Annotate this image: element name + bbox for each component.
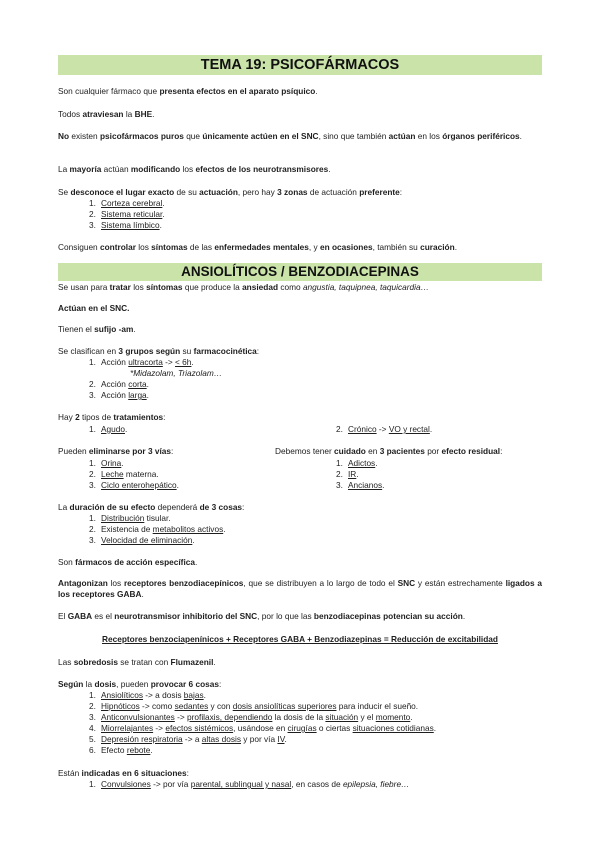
text-run-underline: momento <box>375 712 411 722</box>
text-run: . <box>410 712 413 722</box>
text-run-bold: 3 zonas <box>277 187 308 197</box>
list-number: 3. <box>89 535 96 545</box>
text-run: es el <box>92 611 115 621</box>
text-run: -> <box>153 723 166 733</box>
list-item <box>89 779 409 789</box>
text-run-bold: psicofármacos puros <box>99 131 184 141</box>
text-run-italic: angustia, taquipnea, taquicardia… <box>302 282 429 292</box>
text-run-bold: Actúan en el SNC. <box>58 303 130 313</box>
text-run-underline: situación <box>325 712 359 722</box>
text-run: : <box>399 187 403 197</box>
text-run: Existencia de <box>101 524 153 534</box>
text-run: . <box>328 164 331 174</box>
indicadas-paragraph <box>58 768 189 778</box>
text-run: , que se distribuyen a lo largo de todo el <box>243 578 398 588</box>
text-run-bold: modificando <box>130 164 181 174</box>
text-run-bold: únicamente actúen en el SNC <box>202 131 319 141</box>
list-number: 1. <box>89 198 96 208</box>
list-number: 2. <box>336 424 343 434</box>
list-item <box>89 745 153 755</box>
text-run-bold: enfermedades mentales <box>214 242 309 252</box>
text-run: . <box>125 424 128 434</box>
text-run-bold: SNC <box>397 578 416 588</box>
text-run: . <box>159 220 162 230</box>
text-run-bold: efecto residual <box>441 446 501 456</box>
text-run-bold: 3 grupos según <box>118 346 181 356</box>
text-run-underline: Sistema límbico <box>101 220 160 230</box>
text-run-bold: GABA <box>67 611 93 621</box>
text-run-underline: parental, sublingual y nasal <box>190 779 292 789</box>
text-run: Acción <box>101 379 129 389</box>
list-item <box>89 390 149 400</box>
text-run-underline: Corteza cerebral <box>101 198 163 208</box>
text-run-underline: efectos sistémicos <box>165 723 234 733</box>
text-run: La <box>58 164 70 174</box>
text-run: como <box>278 282 303 292</box>
list-item <box>89 701 418 711</box>
text-run-underline: IR <box>348 469 357 479</box>
antagonizan-paragraph <box>58 578 542 599</box>
text-run: Son cualquier fármaco que <box>58 86 160 96</box>
text-run: . <box>519 131 522 141</box>
text-run-bold: sobredosis <box>73 657 118 667</box>
text-run-underline: profilaxis, dependiendo <box>187 712 273 722</box>
tratamientos-paragraph <box>58 412 165 422</box>
text-run-bold: tratamientos <box>113 412 164 422</box>
text-run: : <box>256 346 260 356</box>
text-run: actúan <box>101 164 131 174</box>
text-run-bold: actúan <box>388 131 416 141</box>
list-number: 2. <box>89 701 96 711</box>
text-run: , también su <box>372 242 421 252</box>
list-number: 3. <box>89 390 96 400</box>
list-item <box>89 469 159 479</box>
text-run: Debemos tener <box>275 446 335 456</box>
text-run: y con <box>208 701 233 711</box>
text-run-underline: Agudo <box>101 424 125 434</box>
text-run-underline: VO y rectal <box>388 424 430 434</box>
text-run: : <box>500 446 503 456</box>
text-run-underline: altas dosis <box>201 734 241 744</box>
text-run-underline: Ansiolíticos <box>101 690 143 700</box>
text-run-bold: neurotransmisor inhibitorio del SNC <box>114 611 258 621</box>
text-run-bold: en ocasiones <box>320 242 373 252</box>
text-run: Consiguen <box>58 242 100 252</box>
text-run: . <box>375 458 378 468</box>
list-item <box>89 535 195 545</box>
text-run-underline: Convulsiones <box>101 779 151 789</box>
text-run: . <box>356 469 359 479</box>
text-run: la <box>123 109 135 119</box>
text-run: . <box>315 86 318 96</box>
text-run: Se <box>58 187 71 197</box>
text-run: , y <box>308 242 320 252</box>
text-run-bold: curación <box>420 242 455 252</box>
text-run-bold: receptores benzodiacepínicos <box>123 578 244 588</box>
text-run: de su <box>174 187 200 197</box>
text-run: en <box>365 446 380 456</box>
list-number: 4. <box>89 723 96 733</box>
especifica-paragraph <box>58 557 197 567</box>
text-run: y por vía <box>240 734 278 744</box>
text-run-bold: cuidado <box>334 446 366 456</box>
list-number: 1. <box>336 458 343 468</box>
text-run-underline: sedantes <box>174 701 209 711</box>
text-run: : <box>242 502 245 512</box>
text-run: , sino que también <box>318 131 389 141</box>
text-run: . <box>462 611 466 621</box>
text-run: . <box>162 209 165 219</box>
text-run-bold: Según <box>58 679 84 689</box>
text-run: , en casos de <box>291 779 343 789</box>
text-run: por <box>424 446 442 456</box>
text-run: para inducir el sueño. <box>336 701 419 711</box>
text-run: y están estrechamente <box>415 578 506 588</box>
text-run: : <box>163 412 166 422</box>
text-run-bold: ansiedad <box>242 282 279 292</box>
text-run-italic: *Midazolam, Triazolam… <box>130 368 223 378</box>
text-run: Están <box>58 768 82 778</box>
text-run-bold: desconoce el lugar exacto <box>70 187 175 197</box>
text-run-bold: controlar <box>99 242 136 252</box>
text-run-bold: Antagonizan <box>58 578 108 588</box>
text-run-underline: < 6h <box>175 357 192 367</box>
list-item <box>336 458 378 468</box>
list-item <box>89 524 226 534</box>
text-run: . <box>284 734 287 744</box>
text-run: dependerá <box>155 502 200 512</box>
sobredosis-paragraph <box>58 657 216 667</box>
text-run: El <box>58 611 68 621</box>
list-number: 3. <box>336 480 343 490</box>
text-run: materna. <box>123 469 159 479</box>
text-run: . <box>192 535 195 545</box>
text-run: . <box>121 458 124 468</box>
text-run-bold: síntomas <box>146 282 183 292</box>
text-run: . <box>176 480 179 490</box>
text-run: Acción <box>101 357 129 367</box>
text-run: . <box>433 723 437 733</box>
list-item <box>89 723 436 733</box>
list-number: 6. <box>89 745 96 755</box>
list-number: 2. <box>336 469 343 479</box>
text-run-bold: indicadas en 6 situaciones <box>81 768 187 778</box>
list-item <box>89 513 171 523</box>
text-run-bold: mayoría <box>69 164 102 174</box>
list-number: 1. <box>89 424 96 434</box>
text-run: -> a dosis <box>142 690 184 700</box>
text-run-underline: metabolitos activos <box>152 524 224 534</box>
list-number: 3. <box>89 712 96 722</box>
text-run: existen <box>69 131 100 141</box>
text-run: -> <box>376 424 389 434</box>
text-run: Tienen el <box>58 324 95 334</box>
text-run-bold: 3 pacientes <box>379 446 425 456</box>
list-item <box>89 734 287 744</box>
text-run: tisular. <box>144 513 171 523</box>
list-number: 1. <box>89 690 96 700</box>
text-run-bold: dosis <box>94 679 117 689</box>
list-number: 2. <box>89 469 96 479</box>
list-item <box>89 712 413 722</box>
dosis-paragraph <box>58 679 221 689</box>
text-run-underline: situaciones cotidianas <box>352 723 434 733</box>
text-run-bold: fármacos de acción específica <box>75 557 195 567</box>
actuan-paragraph <box>58 303 129 313</box>
text-run-bold: sufijo -am <box>94 324 134 334</box>
text-run-bold-underline: Receptores benzociapenínicos + Receptores GABA + Benzodiazepinas = Reducción de excitabilidad <box>102 634 498 644</box>
text-run: . <box>162 198 165 208</box>
text-run: La <box>58 502 70 512</box>
usan-paragraph <box>58 282 429 292</box>
text-run: . <box>133 324 136 334</box>
text-run: y el <box>358 712 376 722</box>
list-number: 1. <box>89 779 96 789</box>
text-run: los <box>107 578 124 588</box>
text-run: que produce la <box>182 282 243 292</box>
text-run: Se usan para <box>58 282 110 292</box>
text-run-underline: dosis ansiolíticas superiores <box>232 701 337 711</box>
text-run: . <box>382 480 385 490</box>
bhe-paragraph <box>58 109 154 119</box>
text-run-bold: atraviesan <box>82 109 124 119</box>
sufijo-paragraph <box>58 324 136 334</box>
text-run-italic: epilepsia, fiebre… <box>342 779 410 789</box>
text-run: -> <box>174 712 188 722</box>
list-number: 1. <box>89 458 96 468</box>
text-run: los <box>135 242 152 252</box>
text-run-bold: síntomas <box>151 242 188 252</box>
list-number: 2. <box>89 524 96 534</box>
text-run: . <box>223 524 226 534</box>
text-run: su <box>180 346 194 356</box>
list-item <box>89 480 179 490</box>
list-number: 1. <box>89 357 96 367</box>
text-run: Hay <box>58 412 76 422</box>
list-item <box>89 690 206 700</box>
list-number: 3. <box>89 480 96 490</box>
text-run-underline: Miorrelajantes <box>101 723 154 733</box>
text-run-bold: tratar <box>109 282 131 292</box>
text-run: Son <box>58 557 76 567</box>
text-run-bold: eliminarse por 3 vías <box>88 446 172 456</box>
list-item <box>89 357 194 367</box>
text-run: -> como <box>139 701 175 711</box>
clasifican-paragraph <box>58 346 259 356</box>
text-run-underline: Distribución <box>101 513 145 523</box>
text-run: Las <box>58 657 74 667</box>
text-run-underline: Sistema reticular <box>101 209 163 219</box>
text-run: -> a <box>182 734 202 744</box>
text-run-bold: presenta efectos en el aparato psíquico <box>159 86 316 96</box>
text-run: . <box>454 242 457 252</box>
text-run: los <box>180 164 196 174</box>
text-run-underline: corta <box>128 379 147 389</box>
text-run: la <box>83 679 95 689</box>
text-run: la dosis de la <box>272 712 326 722</box>
zonas-paragraph <box>58 187 402 197</box>
text-run: . <box>429 424 433 434</box>
list-item <box>336 424 432 434</box>
list-item <box>89 209 165 219</box>
eliminarse-paragraph <box>58 446 173 456</box>
text-run-underline: Leche <box>101 469 124 479</box>
text-run-underline: bajas <box>183 690 204 700</box>
list-number: 1. <box>89 513 96 523</box>
text-run: -> por vía <box>150 779 191 789</box>
text-run-bold: provocar 6 cosas <box>150 679 219 689</box>
text-run-underline: larga <box>128 390 147 400</box>
list-item <box>89 424 127 434</box>
text-run: , por lo que las <box>257 611 314 621</box>
text-run: . <box>141 588 144 599</box>
list-item <box>89 458 124 468</box>
text-run-bold: benzodiacepinas potencian su acción <box>313 611 463 621</box>
text-run-underline: Crónico <box>348 424 377 434</box>
mayoria-paragraph <box>58 164 331 174</box>
text-run-bold: No <box>58 131 70 141</box>
text-run-bold: ligados a los receptores GABA <box>58 578 542 599</box>
text-run-bold: Flumazenil <box>170 657 214 667</box>
list-item <box>89 220 162 230</box>
text-run: : <box>186 768 189 778</box>
text-run: . <box>191 357 194 367</box>
text-run: . <box>150 745 153 755</box>
text-run: , pueden <box>116 679 151 689</box>
group-example-note <box>130 368 222 378</box>
list-item <box>89 379 149 389</box>
text-run: : <box>171 446 174 456</box>
text-run: Acción <box>101 390 129 400</box>
text-run: . <box>146 390 149 400</box>
cuidado-paragraph <box>275 446 502 456</box>
list-item <box>89 198 165 208</box>
formula-line <box>58 634 542 644</box>
text-run: los <box>130 282 147 292</box>
duracion-paragraph <box>58 502 244 512</box>
text-run: Pueden <box>58 446 89 456</box>
text-run-underline: Ancianos <box>348 480 383 490</box>
text-run: Efecto <box>101 745 127 755</box>
text-run-bold: farmacocinética <box>193 346 257 356</box>
text-run-underline: Orina <box>101 458 122 468</box>
text-run-bold: BHE <box>134 109 153 119</box>
text-run-bold: duración de su efecto <box>69 502 156 512</box>
list-item <box>336 480 384 490</box>
consiguen-paragraph <box>58 242 457 252</box>
list-number: 5. <box>89 734 96 744</box>
text-run: . <box>203 690 206 700</box>
text-run: se tratan con <box>117 657 171 667</box>
text-run-bold: actuación <box>199 187 238 197</box>
text-run-bold: efectos de los neurotransmisores <box>195 164 329 174</box>
text-run-bold: preferente <box>359 187 400 197</box>
text-run: , pero hay <box>237 187 278 197</box>
text-run-bold: 2 <box>75 412 80 422</box>
text-run-underline: ultracorta <box>128 357 163 367</box>
text-run: que <box>183 131 203 141</box>
list-number: 2. <box>89 209 96 219</box>
section-heading-psicofarmacos: TEMA 19: PSICOFÁRMACOS <box>58 55 542 75</box>
text-run-underline: Hipnóticos <box>101 701 140 711</box>
definition-paragraph <box>58 86 318 96</box>
text-run: tipos de <box>79 412 114 422</box>
text-run: Todos <box>58 109 83 119</box>
text-run: . <box>194 557 198 567</box>
text-run-underline: Ciclo enterohepático <box>101 480 177 490</box>
text-run: . <box>152 109 155 119</box>
text-run-bold: órganos periféricos <box>442 131 520 141</box>
puros-paragraph <box>58 131 542 142</box>
text-run: , usándose en <box>233 723 288 733</box>
text-run: o ciertas <box>316 723 353 733</box>
list-item <box>336 469 359 479</box>
text-run: : <box>218 679 222 689</box>
list-number: 2. <box>89 379 96 389</box>
list-number: 3. <box>89 220 96 230</box>
text-run-underline: cirugías <box>287 723 317 733</box>
text-run: Se clasifican en <box>58 346 119 356</box>
text-run: en los <box>415 131 443 141</box>
text-run-underline: Adictos <box>348 458 376 468</box>
text-run: de actuación <box>307 187 360 197</box>
text-run-underline: Velocidad de eliminación <box>101 535 193 545</box>
gaba-paragraph <box>58 611 465 621</box>
text-run-underline: Anticonvulsionantes <box>101 712 175 722</box>
text-run: . <box>213 657 216 667</box>
text-run-underline: IV <box>277 734 285 744</box>
text-run-underline: rebote <box>126 745 151 755</box>
section-heading-ansioliticos: ANSIOLÍTICOS / BENZODIACEPINAS <box>58 263 542 281</box>
text-run: . <box>146 379 149 389</box>
text-run-bold: de 3 cosas <box>199 502 243 512</box>
text-run: -> <box>162 357 176 367</box>
text-run-underline: Depresión respiratoria <box>101 734 183 744</box>
text-run: de las <box>187 242 215 252</box>
